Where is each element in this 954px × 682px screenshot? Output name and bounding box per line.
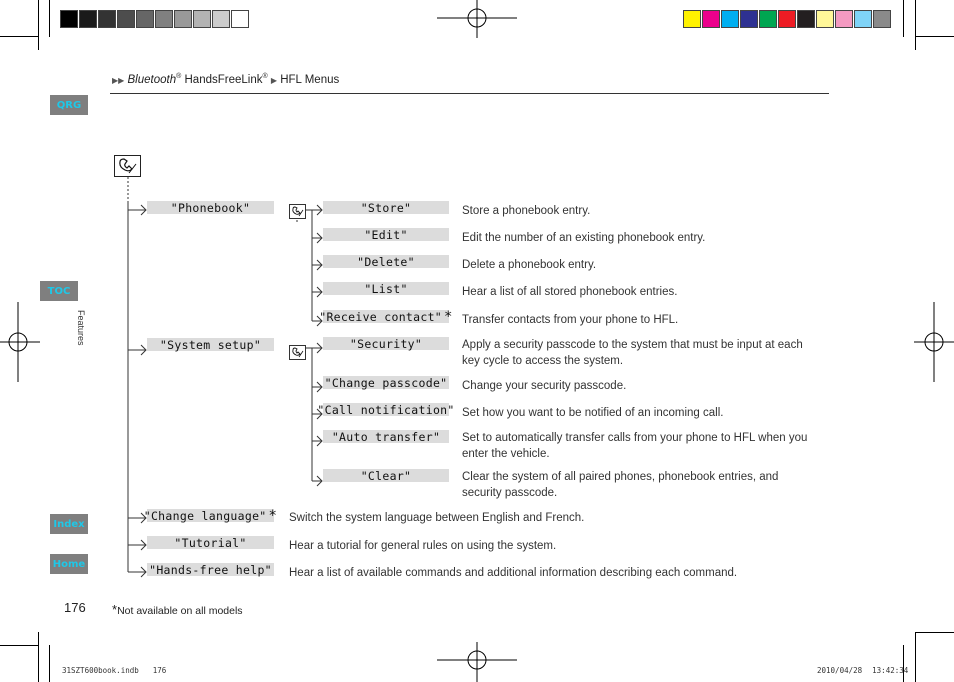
desc-clear-line-2: security passcode. (462, 487, 558, 499)
desc-auto-transfer (462, 430, 807, 462)
registered-mark: ® (176, 73, 182, 80)
breadcrumb-bluetooth[interactable]: Bluetooth (127, 73, 177, 86)
desc-change-passcode: Change your security passcode. (462, 380, 627, 392)
desc-edit: Edit the number of an existing phonebook entry. (462, 232, 706, 244)
footer-file-info (62, 666, 166, 675)
phone-small-icon (289, 345, 306, 360)
breadcrumb-arrows: ▶▶ (112, 75, 125, 85)
desc-call-notification: Set how you want to be notified of an incoming call. (462, 407, 724, 419)
footnote (112, 602, 243, 617)
desc-auto-transfer-line-2: enter the vehicle. (462, 448, 550, 460)
registered-mark: ® (262, 73, 268, 80)
desc-security-line-1: Apply a security passcode to the system that must be input at each (462, 339, 803, 351)
footer-timestamp (817, 666, 908, 675)
desc-clear (462, 469, 778, 501)
cmd-receive-contact-label: "Receive contact" (319, 309, 443, 324)
cmd-call-notification[interactable]: "Call notification" (317, 402, 455, 417)
page-number: 176 (64, 600, 86, 615)
phone-small-icon (289, 204, 306, 219)
desc-security-line-2: key cycle to access the system. (462, 355, 624, 367)
breadcrumb-separator: ▶ (270, 75, 278, 85)
desc-hands-free-help: Hear a list of available commands and additional information describing each command. (289, 567, 738, 579)
desc-receive-contact: Transfer contacts from your phone to HFL. (462, 314, 679, 326)
cmd-tutorial[interactable]: "Tutorial" (147, 536, 274, 549)
desc-delete: Delete a phonebook entry. (462, 259, 597, 271)
desc-clear-line-1: Clear the system of all paired phones, phonebook entries, and (462, 471, 779, 483)
asterisk: * (268, 507, 278, 524)
index-label: Index (53, 518, 85, 530)
cmd-delete[interactable]: "Delete" (323, 255, 449, 268)
cmd-receive-contact[interactable] (319, 308, 453, 325)
desc-auto-transfer-line-1: Set to automatically transfer calls from your phone to HFL when you (462, 432, 808, 444)
footnote-text: Not available on all models (117, 605, 243, 617)
breadcrumb-handsfreelink[interactable]: HandsFreeLink (181, 73, 263, 86)
cmd-list[interactable]: "List" (323, 282, 449, 295)
cmd-security[interactable]: "Security" (323, 337, 449, 350)
footer-page: 176 (152, 666, 167, 675)
desc-change-language: Switch the system language between English and French. (289, 512, 585, 524)
cmd-auto-transfer[interactable]: "Auto transfer" (323, 430, 449, 443)
cmd-system-setup[interactable]: "System setup" (147, 338, 274, 351)
footer-date: 2010/04/28 (817, 666, 863, 675)
desc-security (462, 337, 803, 369)
desc-store: Store a phonebook entry. (462, 205, 591, 217)
cmd-clear[interactable]: "Clear" (323, 469, 449, 482)
toc-label: TOC (47, 285, 71, 297)
home-label: Home (52, 558, 86, 570)
cmd-edit[interactable]: "Edit" (323, 228, 449, 241)
footer-time: 13:42:34 (872, 666, 909, 675)
desc-list: Hear a list of all stored phonebook entries. (462, 286, 678, 298)
cmd-change-language-label: "Change language" (143, 508, 267, 523)
qrg-label: QRG (56, 99, 82, 111)
asterisk: * (444, 308, 453, 325)
footnote-mark: * (112, 602, 118, 617)
desc-tutorial: Hear a tutorial for general rules on using the system. (289, 540, 557, 552)
footer-file: 31SZT600book.indb (62, 666, 139, 675)
cmd-change-passcode[interactable]: "Change passcode" (324, 375, 448, 390)
cmd-phonebook[interactable]: "Phonebook" (147, 201, 274, 214)
section-label: Features (76, 310, 86, 346)
breadcrumb-hfl-menus[interactable]: HFL Menus (280, 73, 340, 86)
cmd-store[interactable]: "Store" (323, 201, 449, 214)
cmd-change-language[interactable] (143, 507, 278, 524)
cmd-hands-free-help[interactable]: "Hands-free help" (147, 563, 274, 576)
